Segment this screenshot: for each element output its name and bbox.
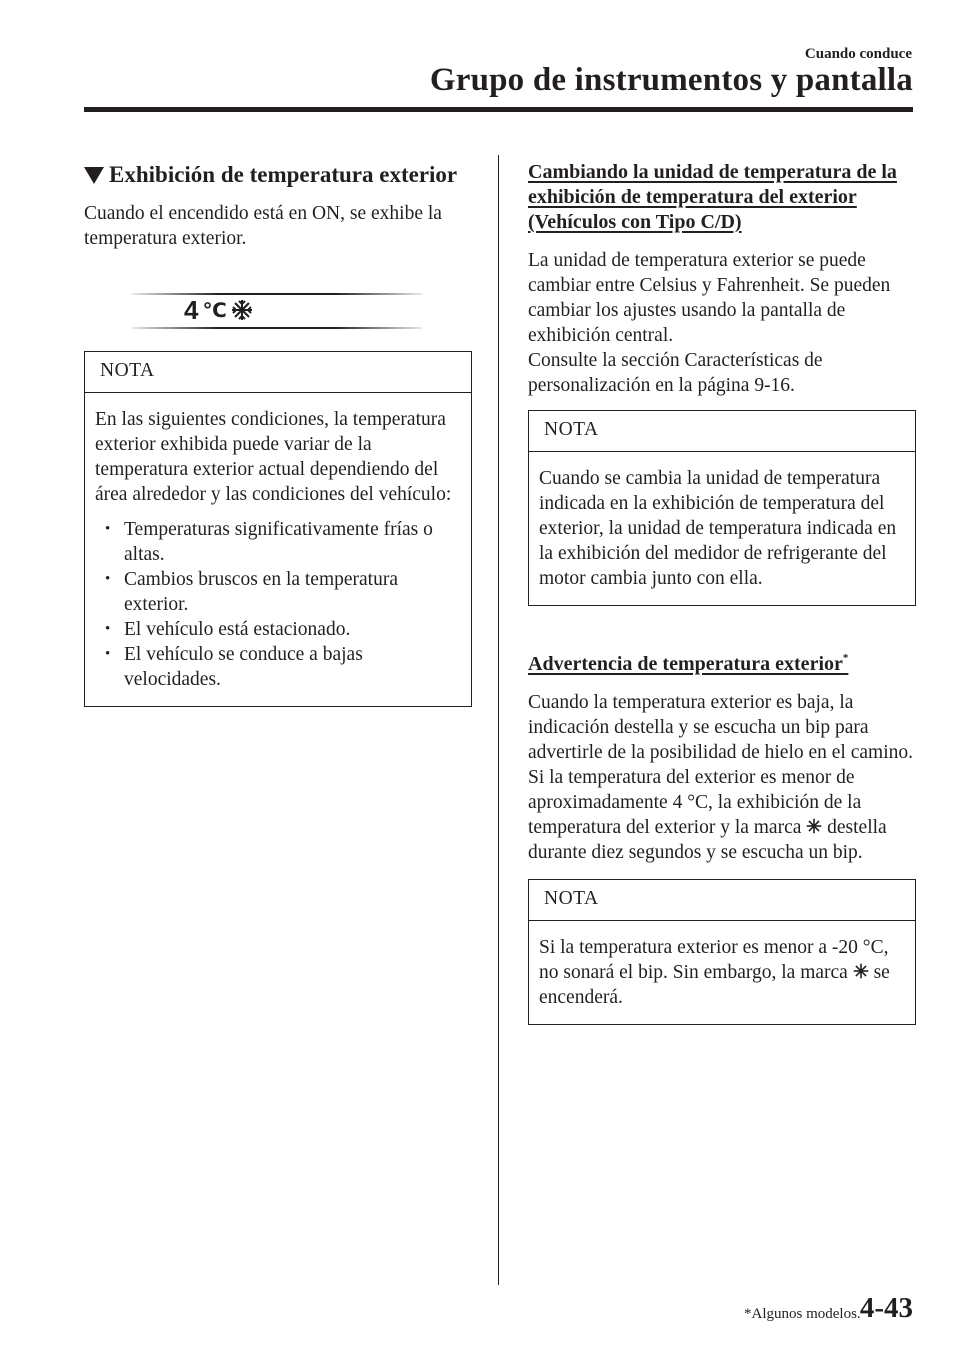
display-frame-line [132, 293, 422, 295]
temperature-unit: ℃ [202, 299, 227, 322]
note-label: NOTA [529, 411, 915, 452]
note-box [528, 410, 916, 606]
note-text-a: Si la temperatura exterior es menor a -20 °C, no sonará el bip. Sin embargo, la marca [539, 937, 889, 983]
footer-note: *Algunos modelos. [744, 1306, 861, 1322]
right-column [528, 160, 916, 1025]
page-number: 4-43 [859, 1292, 913, 1324]
section-title [84, 160, 472, 189]
note-box [84, 351, 472, 707]
snowflake-icon [231, 299, 253, 321]
unit-change-title: Cambiando la unidad de temperatura de la exhibición de temperatura del exterior (Vehículos con Tipo C/D) [528, 161, 897, 233]
header-rule [84, 107, 913, 112]
display-frame-line [132, 327, 422, 329]
note-bullet-list [95, 517, 461, 692]
note-bullet: • El vehículo se conduce a bajas velocidades. [95, 642, 461, 692]
optional-equipment-mark: * [842, 652, 849, 664]
snowflake-icon [853, 963, 869, 979]
note-box [528, 879, 916, 1025]
temperature-display-figure [84, 275, 472, 345]
note-body [529, 452, 915, 605]
snowflake-icon [806, 818, 822, 834]
note-bullet: • El vehículo está estacionado. [95, 617, 461, 642]
left-column [84, 160, 472, 707]
warning-text-b: destella durante diez segundos y se escucha un bip. [528, 817, 887, 863]
unit-change-paragraph: La unidad de temperatura exterior se puede cambiar entre Celsius y Fahrenheit. Se pueden cambiar los ajustes usando la pantalla de exhibición central. [528, 250, 891, 346]
note-text: En las siguientes condiciones, la temperatura exterior exhibida puede variar de la temperatura exterior actual dependiendo del área alrededor y las condiciones del vehículo: [95, 409, 452, 505]
running-header-kicker: Cuando conduce [804, 46, 912, 62]
column-divider [498, 155, 499, 1285]
note-body [85, 393, 471, 706]
warning-title [528, 646, 916, 677]
temperature-value: 4 [184, 294, 199, 325]
warning-threshold-paragraph [528, 765, 916, 865]
note-text [539, 935, 905, 1010]
temperature-readout [184, 295, 253, 325]
running-header-title: Grupo de instrumentos y pantalla [429, 62, 913, 98]
note-bullet: • Cambios bruscos en la temperatura exterior. [95, 567, 461, 617]
note-label: NOTA [529, 880, 915, 921]
unit-change-reference: Consulte la sección Características de personalización en la página 9-16. [528, 350, 823, 396]
section-triangle-icon [84, 167, 104, 184]
intro-paragraph: Cuando el encendido está en ON, se exhibe la temperatura exterior. [84, 203, 442, 249]
note-bullet: • Temperaturas significativamente frías o altas. [95, 517, 461, 567]
note-label: NOTA [85, 352, 471, 393]
note-text: Cuando se cambia la unidad de temperatura indicada en la exhibición de temperatura del exterior, la unidad de temperatura indicada en la exhibición del medidor de refrigerante del motor cambia junto con ella. [539, 468, 897, 589]
warning-paragraph: Cuando la temperatura exterior es baja, la indicación destella y se escucha un bip para advertirle de la posibilidad de hielo en el camino. [528, 692, 913, 763]
note-text-b: se encenderá. [539, 962, 890, 1008]
warning-text-a: Si la temperatura del exterior es menor de aproximadamente 4 °C, la exhibición de la temperatura del exterior y la marca [528, 767, 862, 838]
note-body [529, 921, 915, 1024]
section-title-text: Exhibición de temperatura exterior [109, 162, 458, 187]
warning-title-text: Advertencia de temperatura exterior [528, 653, 843, 675]
